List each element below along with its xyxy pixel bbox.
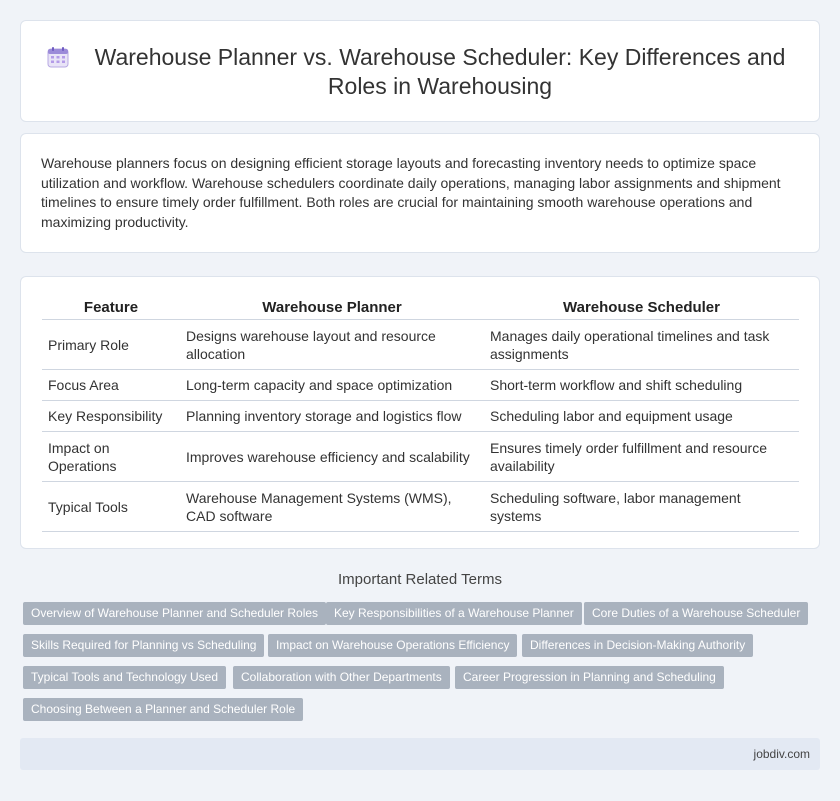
- scheduler-cell: Scheduling software, labor management systems: [484, 482, 799, 532]
- table-row: [42, 401, 799, 432]
- table-header-row: [42, 296, 799, 320]
- scheduler-cell: Manages daily operational timelines and task assignments: [484, 320, 799, 370]
- related-term-tag[interactable]: Career Progression in Planning and Scheduling: [455, 666, 724, 689]
- intro-card: [20, 133, 820, 253]
- header-feature: Feature: [42, 296, 180, 320]
- scheduler-cell: Ensures timely order fulfillment and resource availability: [484, 432, 799, 482]
- calendar-icon: [47, 46, 69, 68]
- related-term-tag[interactable]: Core Duties of a Warehouse Scheduler: [584, 602, 808, 625]
- scheduler-cell: Short-term workflow and shift scheduling: [484, 370, 799, 401]
- planner-cell: Planning inventory storage and logistics flow: [180, 401, 484, 432]
- footer-site-link[interactable]: jobdiv.com: [753, 747, 810, 761]
- planner-cell: Designs warehouse layout and resource allocation: [180, 320, 484, 370]
- footer: [20, 738, 820, 770]
- table-row: [42, 370, 799, 401]
- feature-cell: Key Responsibility: [42, 401, 180, 432]
- related-term-tag[interactable]: Collaboration with Other Departments: [233, 666, 450, 689]
- related-term-tag[interactable]: Typical Tools and Technology Used: [23, 666, 226, 689]
- table-row: [42, 432, 799, 482]
- feature-cell: Primary Role: [42, 320, 180, 370]
- table-row: [42, 320, 799, 370]
- related-term-tag[interactable]: Key Responsibilities of a Warehouse Planner: [326, 602, 582, 625]
- feature-cell: Typical Tools: [42, 482, 180, 532]
- planner-cell: Long-term capacity and space optimization: [180, 370, 484, 401]
- feature-cell: Impact on Operations: [42, 432, 180, 482]
- planner-cell: Warehouse Management Systems (WMS), CAD software: [180, 482, 484, 532]
- page-title: Warehouse Planner vs. Warehouse Scheduler: Key Differences and Roles in Warehousing: [94, 44, 786, 99]
- comparison-table: [42, 296, 799, 532]
- related-term-tag[interactable]: Impact on Warehouse Operations Efficiency: [268, 634, 517, 657]
- title-card: [20, 20, 820, 122]
- related-term-tag[interactable]: Skills Required for Planning vs Scheduling: [23, 634, 264, 657]
- table-row: [42, 482, 799, 532]
- scheduler-cell: Scheduling labor and equipment usage: [484, 401, 799, 432]
- comparison-table-card: [20, 276, 820, 549]
- header-warehouse-planner: Warehouse Planner: [180, 296, 484, 320]
- related-term-tag[interactable]: Differences in Decision-Making Authority: [522, 634, 753, 657]
- header-warehouse-scheduler: Warehouse Scheduler: [484, 296, 799, 320]
- planner-cell: Improves warehouse efficiency and scalability: [180, 432, 484, 482]
- intro-paragraph: Warehouse planners focus on designing efficient storage layouts and forecasting inventory needs to optimize space utilization and workflow. Warehouse schedulers coordinate daily operations, managing labor assignments and shipment timelines to ensure timely order fulfillment. Both roles are crucial for maintaining smooth warehouse operations and maximizing productivity.: [41, 155, 781, 230]
- related-term-tag[interactable]: Overview of Warehouse Planner and Scheduler Roles: [23, 602, 326, 625]
- feature-cell: Focus Area: [42, 370, 180, 401]
- related-terms-heading: Important Related Terms: [338, 571, 502, 588]
- related-term-tag[interactable]: Choosing Between a Planner and Scheduler Role: [23, 698, 303, 721]
